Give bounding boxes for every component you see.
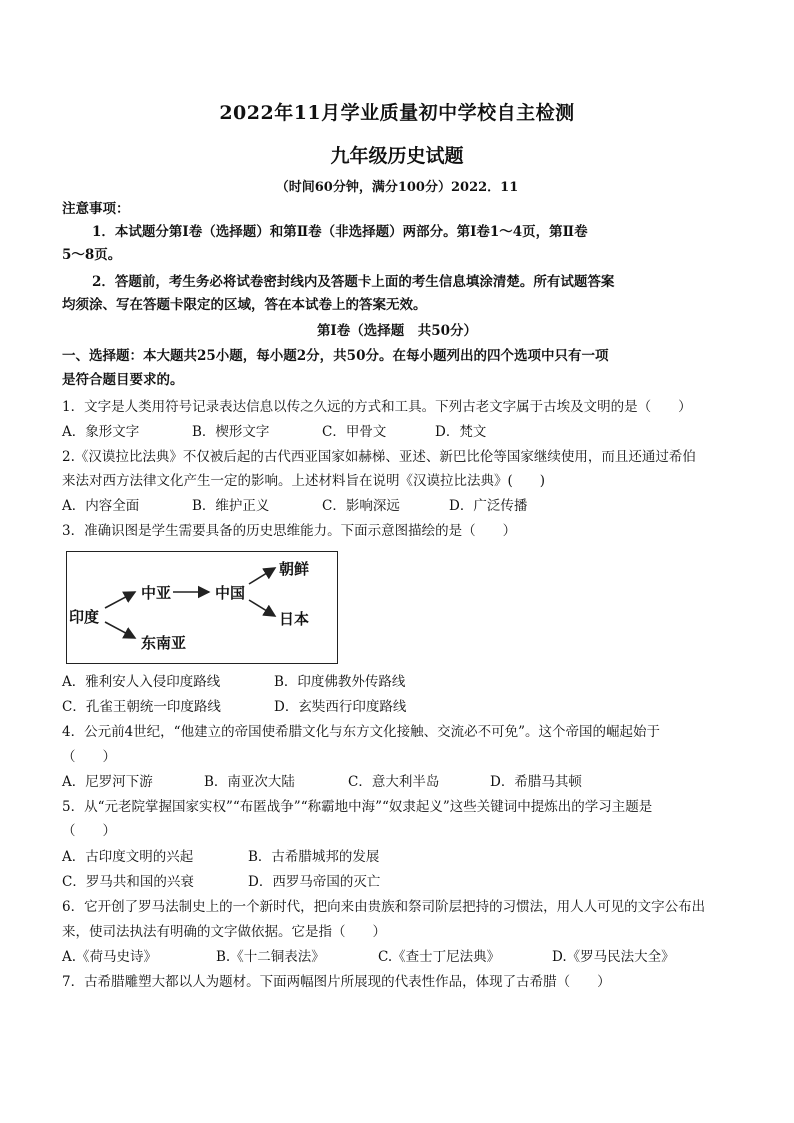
q6-option-c: C.《查士丁尼法典》 xyxy=(378,949,501,965)
q4-option-a: A．尼罗河下游 xyxy=(62,774,153,790)
q6-option-a: A.《荷马史诗》 xyxy=(62,949,158,965)
q5-option-d: D．西罗马帝国的灭亡 xyxy=(248,874,381,890)
q2-stem-line-1: 2.《汉谟拉比法典》不仅被后起的古代西亚国家如赫梯、亚述、新巴比伦等国家继续使用，而且还通过希伯 xyxy=(62,449,696,465)
q1-option-c: C．甲骨文 xyxy=(322,424,387,440)
q4-stem-line-1: 4．公元前4世纪，“他建立的帝国使希腊文化与东方文化接触、交流必不可免”。这个帝国的崛起始于 xyxy=(62,724,660,740)
section-title: 第Ⅰ卷（选择题 共50分） xyxy=(316,323,478,339)
q5-option-a: A．古印度文明的兴起 xyxy=(62,849,194,865)
q2-option-c: C．影响深远 xyxy=(322,498,400,514)
label-central-asia: 中亚 xyxy=(141,584,172,602)
q3-option-b: B．印度佛教外传路线 xyxy=(274,674,406,690)
arrow-india-to-central-asia xyxy=(105,592,135,608)
section-intro-line-2: 是符合题目要求的。 xyxy=(62,372,184,388)
label-korea: 朝鲜 xyxy=(279,560,310,578)
exam-title: 2022年11月学业质量初中学校自主检测 xyxy=(219,102,575,124)
q1-option-b: B．楔形文字 xyxy=(192,424,270,440)
note-2-line-2: 均须涂、写在答题卡限定的区域，答在本试卷上的答案无效。 xyxy=(62,297,427,313)
arrow-china-to-japan xyxy=(249,600,275,616)
q4-option-d: D．希腊马其顿 xyxy=(490,774,582,790)
q1-option-d: D．梵文 xyxy=(435,424,487,440)
arrow-china-to-korea xyxy=(249,568,275,584)
q6-stem-line-1: 6．它开创了罗马法制史上的一个新时代，把向来由贵族和祭司阶层把持的习惯法，用人人可见的文字公布出 xyxy=(62,899,706,915)
exam-meta: （时间60分钟，满分100分）2022．11 xyxy=(275,180,519,195)
note-1-line-2: 5～8页。 xyxy=(62,247,122,263)
label-china: 中国 xyxy=(215,584,246,602)
note-2-line-1: 2．答题前，考生务必将试卷密封线内及答题卡上面的考生信息填涂清楚。所有试题答案 xyxy=(92,274,615,290)
q3-option-c: C．孔雀王朝统一印度路线 xyxy=(62,699,221,715)
q5-stem-line-2: （ ） xyxy=(62,823,116,839)
note-1-line-1: 1．本试题分第Ⅰ卷（选择题）和第Ⅱ卷（非选择题）两部分。第Ⅰ卷1～4页，第Ⅱ卷 xyxy=(92,224,588,240)
q4-stem-line-2: （ ） xyxy=(62,749,116,765)
q5-option-c: C．罗马共和国的兴衰 xyxy=(62,874,194,890)
q1-option-a: A．象形文字 xyxy=(62,424,140,440)
q7-stem: 7．古希腊雕塑大都以人为题材。下面两幅图片所展现的代表性作品，体现了古希腊（ ） xyxy=(62,974,611,990)
label-india: 印度 xyxy=(69,608,100,626)
q6-option-b: B.《十二铜表法》 xyxy=(216,949,325,965)
q1-stem: 1．文字是人类用符号记录表达信息以传之久远的方式和工具。下列古老文字属于古埃及文明的是（ ） xyxy=(62,399,692,415)
q6-option-d: D.《罗马民法大全》 xyxy=(552,949,675,965)
q4-option-b: B．南亚次大陆 xyxy=(204,774,295,790)
label-southeast-asia: 东南亚 xyxy=(141,634,187,652)
arrow-india-to-southeast-asia xyxy=(105,622,135,638)
q2-option-a: A．内容全面 xyxy=(62,498,140,514)
label-japan: 日本 xyxy=(279,610,310,628)
section-intro-line-1: 一、选择题：本大题共25小题，每小题2分，共50分。在每小题列出的四个选项中只有一项 xyxy=(62,348,609,364)
q2-option-d: D．广泛传播 xyxy=(449,498,528,514)
q6-stem-line-2: 来，使司法执法有明确的文字做依据。它是指（ ） xyxy=(62,924,386,940)
q2-option-b: B．维护正义 xyxy=(192,498,270,514)
q3-stem: 3．准确识图是学生需要具备的历史思维能力。下面示意图描绘的是（ ） xyxy=(62,523,517,539)
q5-stem-line-1: 5．从“元老院掌握国家实权”“布匿战争”“称霸地中海”“奴隶起义”这些关键词中提炼出的学习主题是 xyxy=(62,799,653,815)
q4-option-c: C．意大利半岛 xyxy=(348,774,440,790)
q5-option-b: B．古希腊城邦的发展 xyxy=(248,849,380,865)
q3-option-d: D．玄奘西行印度路线 xyxy=(274,699,407,715)
route-diagram xyxy=(66,551,338,664)
notes-heading: 注意事项： xyxy=(62,201,130,217)
q3-option-a: A．雅利安人入侵印度路线 xyxy=(62,674,221,690)
q2-stem-line-2: 来法对西方法律文化产生一定的影响。上述材料旨在说明《汉谟拉比法典》( ) xyxy=(62,473,546,489)
exam-subject: 九年级历史试题 xyxy=(330,145,464,167)
